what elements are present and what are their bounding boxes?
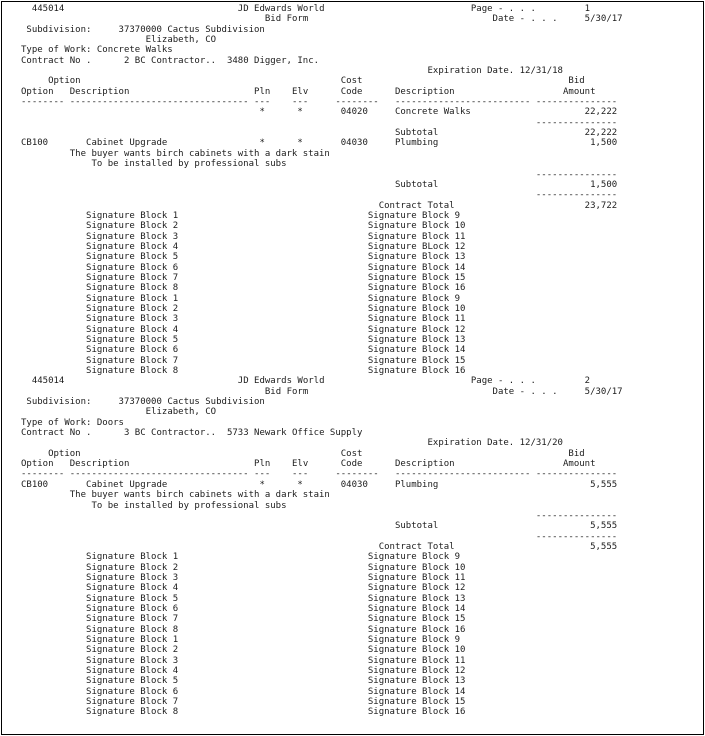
report-field: Signature Block 14	[367, 262, 466, 273]
report-field: --------	[335, 97, 379, 108]
report-field: Option	[21, 459, 54, 470]
report-line	[21, 666, 681, 676]
report-field: 22,222	[584, 128, 618, 139]
report-field: -------------------------	[394, 469, 531, 480]
report-field: Expiration Date. 12/31/20	[427, 438, 563, 449]
report-line	[21, 97, 681, 107]
report-field: Option	[21, 86, 54, 97]
report-field: 5733 Newark Office Supply	[226, 428, 363, 439]
report-field: Page - . . .	[470, 4, 536, 14]
report-field: 1	[584, 4, 591, 14]
report-line	[21, 356, 681, 366]
report-line	[21, 4, 681, 14]
report-field: Subtotal	[394, 179, 439, 190]
report-line	[21, 232, 681, 242]
report-field: ---	[292, 469, 309, 480]
report-field: Signature Block 7	[86, 355, 179, 366]
report-field: Signature Block 13	[367, 676, 466, 687]
report-line	[21, 76, 681, 86]
report-field: Signature Block 15	[367, 272, 466, 283]
report-field: *	[297, 479, 303, 490]
report-field: Signature Block 12	[367, 583, 466, 594]
report-field: JD Edwards World	[237, 376, 325, 387]
report-field: Subtotal	[394, 128, 439, 139]
report-field: Signature Block 6	[86, 262, 179, 273]
report-line	[21, 304, 681, 314]
report-field: 445014	[31, 4, 65, 14]
report-field: Date - . . .	[492, 386, 558, 397]
report-line	[21, 583, 681, 593]
report-field: The buyer wants birch cabinets with a dark stain	[69, 148, 330, 159]
report-line	[21, 335, 681, 345]
report-field: Contract Total	[378, 200, 455, 211]
report-field: Signature Block 8	[86, 624, 179, 635]
report-field: ---------------------------------	[69, 469, 249, 480]
report-field: Signature Block 6	[86, 603, 179, 614]
report-field: Signature Block 1	[86, 634, 179, 645]
report-field: Cabinet Upgrade	[86, 479, 168, 490]
report-field: Signature Block 15	[367, 614, 466, 625]
report-field: Pln	[254, 459, 271, 470]
report-field: Cost	[340, 448, 363, 459]
report-field: Description	[69, 86, 130, 97]
report-field: 23,722	[584, 200, 618, 211]
report-line	[21, 283, 681, 293]
report-line	[21, 490, 681, 500]
report-field: 04030	[340, 479, 368, 490]
report-field: 04030	[340, 138, 368, 149]
report-field: --------	[335, 469, 379, 480]
report-line	[21, 118, 681, 128]
report-field: 37370000 Cactus Subdivision	[118, 397, 265, 408]
report-line	[21, 676, 681, 686]
report-line	[21, 542, 681, 552]
report-field: Type of Work: Doors	[21, 417, 124, 428]
report-field: Subdivision:	[26, 397, 92, 408]
report-line	[21, 159, 681, 169]
report-field: 22,222	[584, 107, 618, 118]
report-text	[21, 2, 681, 718]
report-field: Signature Block 10	[367, 303, 466, 314]
report-field: Concrete Walks	[394, 107, 471, 118]
report-field: Option	[48, 76, 81, 87]
report-line	[21, 25, 681, 35]
report-line	[21, 190, 681, 200]
report-line	[21, 294, 681, 304]
report-field: Signature Block 3	[86, 231, 179, 242]
report-field: 5,555	[590, 479, 618, 490]
report-field: Signature Block 10	[367, 562, 466, 573]
report-field: Contract Total	[378, 541, 455, 552]
report-field: 1,500	[590, 179, 618, 190]
report-field: Signature Block 4	[86, 583, 179, 594]
report-line	[21, 645, 681, 655]
report-line	[21, 314, 681, 324]
report-line	[21, 501, 681, 511]
report-field: 3480 Digger, Inc.	[226, 55, 320, 66]
report-field: Signature Block 2	[86, 562, 179, 573]
report-line	[21, 14, 681, 24]
report-line	[21, 128, 681, 138]
report-field: ---------------------------------	[69, 97, 249, 108]
report-field: Signature Block 13	[367, 593, 466, 604]
report-line	[21, 604, 681, 614]
report-field: Signature Block 9	[367, 634, 460, 645]
report-field: Signature Block 6	[86, 686, 179, 697]
bid-form-report-page	[1, 1, 704, 735]
report-line	[21, 480, 681, 490]
report-field: 2	[584, 376, 591, 387]
report-line	[21, 707, 681, 717]
report-field: Signature Block 11	[367, 572, 466, 583]
report-line	[21, 387, 681, 397]
report-line	[21, 407, 681, 417]
report-field: Signature Block 11	[367, 655, 466, 666]
report-line	[21, 428, 681, 438]
report-field: *	[297, 138, 303, 149]
report-field: 04020	[340, 107, 368, 118]
report-field: CB100	[21, 138, 49, 149]
report-line	[21, 687, 681, 697]
report-field: *	[297, 107, 303, 118]
report-line	[21, 469, 681, 479]
report-line	[21, 107, 681, 117]
report-line	[21, 438, 681, 448]
report-line	[21, 563, 681, 573]
report-field: ---------------	[535, 190, 618, 201]
report-field: Subtotal	[394, 521, 439, 532]
report-field: Bid	[568, 448, 585, 459]
report-field: Signature Block 14	[367, 603, 466, 614]
report-line	[21, 449, 681, 459]
report-field: Description	[69, 459, 130, 470]
report-field: Signature Block 1	[86, 210, 179, 221]
report-field: ---------------	[535, 117, 618, 128]
report-field: Signature Block 3	[86, 314, 179, 325]
report-field: To be installed by professional subs	[91, 159, 287, 170]
report-field: Signature Block 15	[367, 355, 466, 366]
report-line	[21, 594, 681, 604]
report-field: Amount	[563, 459, 596, 470]
report-field: 445014	[31, 376, 65, 387]
report-field: Date - . . .	[492, 14, 558, 25]
report-line	[21, 366, 681, 376]
report-field: Signature Block 11	[367, 314, 466, 325]
report-line	[21, 35, 681, 45]
report-field: Contract No .	[21, 55, 92, 66]
report-field: Signature Block 9	[367, 210, 460, 221]
report-field: Elv	[292, 86, 309, 97]
report-field: ---------------	[535, 531, 618, 542]
report-field: Signature Block 4	[86, 324, 179, 335]
report-line	[21, 66, 681, 76]
report-field: Page - . . .	[470, 376, 536, 387]
report-line	[21, 532, 681, 542]
report-line	[21, 511, 681, 521]
report-line	[21, 242, 681, 252]
report-line	[21, 521, 681, 531]
report-field: Signature Block 12	[367, 324, 466, 335]
report-field: ---------------	[535, 510, 618, 521]
report-field: *	[259, 138, 265, 149]
report-field: The buyer wants birch cabinets with a dark stain	[69, 490, 330, 501]
report-line	[21, 656, 681, 666]
report-field: Signature Block 8	[86, 707, 179, 718]
report-field: Code	[340, 86, 363, 97]
report-field: Signature Block 13	[367, 252, 466, 263]
report-line	[21, 252, 681, 262]
report-field: Plumbing	[394, 479, 439, 490]
report-field: Expiration Date. 12/31/18	[427, 66, 563, 77]
report-field: ---------------	[535, 169, 618, 180]
report-field: Signature Block 16	[367, 624, 466, 635]
report-field: Signature Block 7	[86, 614, 179, 625]
report-field: To be installed by professional subs	[91, 500, 287, 511]
report-field: Signature Block 15	[367, 697, 466, 708]
report-field: Signature Block 2	[86, 645, 179, 656]
report-field: ---	[254, 97, 271, 108]
report-line	[21, 459, 681, 469]
report-field: Signature Block 5	[86, 593, 179, 604]
report-line	[21, 87, 681, 97]
report-field: 1,500	[590, 138, 618, 149]
report-field: Signature Block 3	[86, 655, 179, 666]
report-field: ---	[254, 469, 271, 480]
report-field: *	[259, 479, 265, 490]
report-field: Signature Block 3	[86, 572, 179, 583]
report-field: Cabinet Upgrade	[86, 138, 168, 149]
report-field: --------	[21, 469, 65, 480]
report-field: Code	[340, 459, 363, 470]
report-line	[21, 345, 681, 355]
report-field: Elv	[292, 459, 309, 470]
report-line	[21, 573, 681, 583]
report-field: Signature Block 11	[367, 231, 466, 242]
report-field: Signature Block 4	[86, 241, 179, 252]
report-line	[21, 418, 681, 428]
report-field: Cost	[340, 76, 363, 87]
report-field: 3 BC Contractor..	[123, 428, 217, 439]
report-line	[21, 56, 681, 66]
report-field: Plumbing	[394, 138, 439, 149]
report-field: ---------------	[535, 469, 618, 480]
report-field: Signature Block 7	[86, 272, 179, 283]
report-line	[21, 45, 681, 55]
report-line	[21, 376, 681, 386]
report-field: --------	[21, 97, 65, 108]
report-field: Bid	[568, 76, 585, 87]
report-line	[21, 170, 681, 180]
report-field: Signature Block 12	[367, 666, 466, 676]
report-field: Signature Block 8	[86, 283, 179, 294]
report-line	[21, 397, 681, 407]
report-line	[21, 625, 681, 635]
report-field: -------------------------	[394, 97, 531, 108]
report-line	[21, 149, 681, 159]
report-field: 5/30/17	[584, 14, 623, 25]
report-field: Signature Block 13	[367, 335, 466, 345]
report-field: Pln	[254, 86, 271, 97]
report-field: Signature Block 2	[86, 221, 179, 232]
report-field: Signature Block 10	[367, 221, 466, 232]
report-field: Signature Block 10	[367, 645, 466, 656]
report-field: Signature Block 16	[367, 366, 466, 377]
report-field: Bid Form	[264, 386, 309, 397]
report-field: *	[259, 107, 265, 118]
report-field: Type of Work: Concrete Walks	[21, 45, 173, 56]
report-line	[21, 201, 681, 211]
report-field: Contract No .	[21, 428, 92, 439]
report-line	[21, 325, 681, 335]
report-line	[21, 138, 681, 148]
report-field: Amount	[563, 86, 596, 97]
report-field: 5,555	[590, 521, 618, 532]
report-field: Signature Block 9	[367, 552, 460, 563]
report-line	[21, 273, 681, 283]
report-field: Signature Block 7	[86, 697, 179, 708]
report-line	[21, 180, 681, 190]
report-line	[21, 552, 681, 562]
report-field: Signature BLock 12	[367, 241, 466, 252]
report-field: JD Edwards World	[237, 4, 325, 14]
report-field: Signature Block 5	[86, 252, 179, 263]
report-field: Description	[394, 459, 455, 470]
report-line	[21, 211, 681, 221]
report-field: Bid Form	[264, 14, 309, 25]
report-field: Signature Block 9	[367, 293, 460, 304]
report-field: 5,555	[590, 541, 618, 552]
report-field: CB100	[21, 479, 49, 490]
report-field: Signature Block 5	[86, 335, 179, 345]
report-field: Signature Block 8	[86, 366, 179, 377]
report-line	[21, 635, 681, 645]
report-field: Signature Block 16	[367, 707, 466, 718]
report-field: Signature Block 4	[86, 666, 179, 676]
report-field: 37370000 Cactus Subdivision	[118, 24, 265, 35]
report-field: Signature Block 14	[367, 686, 466, 697]
report-field: 5/30/17	[584, 386, 623, 397]
report-field: Option	[48, 448, 81, 459]
report-field: Signature Block 2	[86, 303, 179, 314]
report-field: Signature Block 1	[86, 293, 179, 304]
report-field: Signature Block 1	[86, 552, 179, 563]
report-line	[21, 221, 681, 231]
report-line	[21, 697, 681, 707]
report-line	[21, 614, 681, 624]
report-field: Signature Block 16	[367, 283, 466, 294]
report-line	[21, 263, 681, 273]
report-field: ---------------	[535, 97, 618, 108]
report-field: Signature Block 14	[367, 345, 466, 356]
report-field: Signature Block 5	[86, 676, 179, 687]
report-field: ---	[292, 97, 309, 108]
report-field: Elizabeth, CO	[145, 35, 217, 46]
report-field: Subdivision:	[26, 24, 92, 35]
report-field: Description	[394, 86, 455, 97]
report-field: Elizabeth, CO	[145, 407, 217, 418]
report-field: Signature Block 6	[86, 345, 179, 356]
report-field: 2 BC Contractor..	[123, 55, 217, 66]
